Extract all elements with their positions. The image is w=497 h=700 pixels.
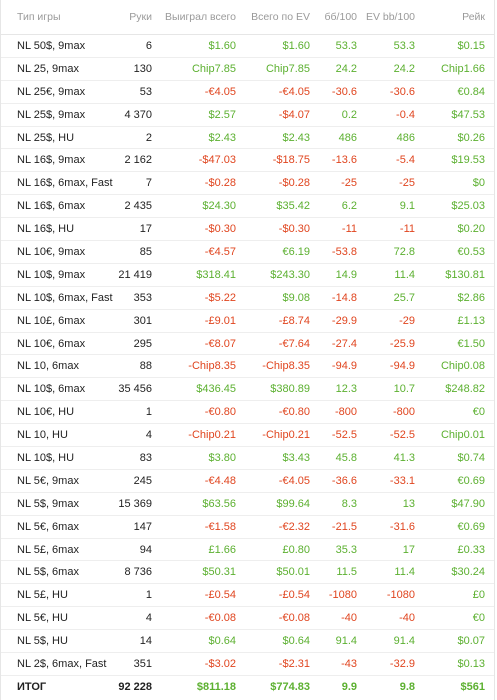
- bb100-cell: -52.5: [331, 429, 357, 442]
- hands-cell: 4: [145, 612, 152, 625]
- bb100-cell: -27.4: [331, 337, 357, 350]
- total-rake-cell: $561: [460, 681, 485, 694]
- ev-bb100-cell: -52.5: [389, 429, 415, 442]
- won-total-cell: -£9.01: [204, 314, 236, 327]
- hands-cell: 2: [145, 131, 152, 144]
- rake-cell: Chip0.01: [440, 429, 485, 442]
- header-hands[interactable]: Руки: [129, 11, 152, 23]
- table-row[interactable]: [1, 561, 494, 584]
- game-type-cell: NL 10$, 6max: [17, 383, 86, 396]
- game-type-cell: NL 5$, 9max: [17, 497, 79, 510]
- ev-bb100-cell: 486: [396, 131, 415, 144]
- ev-bb100-cell: 24.2: [393, 62, 415, 75]
- header-ev-total[interactable]: Всего по EV: [251, 11, 310, 23]
- rake-cell: $0.26: [457, 131, 485, 144]
- table-row[interactable]: [1, 470, 494, 493]
- rake-cell: €0: [472, 406, 485, 419]
- table-row[interactable]: [1, 127, 494, 150]
- won-total-cell: -€0.08: [204, 612, 236, 625]
- won-total-cell: Chip7.85: [191, 62, 236, 75]
- hands-cell: 2 162: [124, 154, 152, 167]
- table-row[interactable]: [1, 584, 494, 607]
- won-total-cell: -€4.05: [204, 85, 236, 98]
- hands-cell: 351: [133, 657, 152, 670]
- ev-total-cell: -$18.75: [272, 154, 310, 167]
- ev-total-cell: -£0.54: [278, 589, 310, 602]
- rake-cell: €1.50: [457, 337, 485, 350]
- game-type-cell: NL 10$, 9max: [17, 268, 86, 281]
- bb100-cell: 6.2: [341, 200, 357, 213]
- bb100-cell: -40: [341, 612, 357, 625]
- bb100-cell: -94.9: [331, 360, 357, 373]
- table-row[interactable]: [1, 58, 494, 81]
- hands-cell: 8 736: [124, 566, 152, 579]
- won-total-cell: -€1.58: [204, 520, 236, 533]
- rake-cell: €0.69: [457, 474, 485, 487]
- ev-bb100-cell: 9.1: [399, 200, 415, 213]
- rake-cell: €0.69: [457, 520, 485, 533]
- ev-bb100-cell: 17: [402, 543, 415, 556]
- won-total-cell: -$47.03: [198, 154, 236, 167]
- won-total-cell: -$3.02: [204, 657, 236, 670]
- ev-bb100-cell: 25.7: [393, 291, 415, 304]
- ev-bb100-cell: 10.7: [393, 383, 415, 396]
- game-type-cell: NL 5€, 6max: [17, 520, 79, 533]
- rake-cell: $248.82: [445, 383, 485, 396]
- ev-total-cell: £0.80: [282, 543, 310, 556]
- ev-total-cell: $9.08: [282, 291, 310, 304]
- ev-total-cell: -$0.30: [278, 223, 310, 236]
- rake-cell: £1.13: [457, 314, 485, 327]
- rake-cell: £0: [472, 589, 485, 602]
- bb100-cell: -11: [341, 223, 357, 236]
- hands-cell: 130: [133, 62, 152, 75]
- game-type-cell: NL 10, 6max: [17, 360, 79, 373]
- hands-cell: 147: [133, 520, 152, 533]
- rake-cell: $0.15: [457, 39, 485, 52]
- rake-cell: $0.13: [457, 657, 485, 670]
- ev-bb100-cell: -40: [399, 612, 415, 625]
- ev-total-cell: -$4.07: [278, 108, 310, 121]
- ev-total-cell: -Chip8.35: [262, 360, 310, 373]
- ev-total-cell: $50.01: [276, 566, 310, 579]
- table-row[interactable]: [1, 287, 494, 310]
- ev-bb100-cell: -11: [399, 223, 415, 236]
- ev-bb100-cell: 72.8: [393, 245, 415, 258]
- won-total-cell: $1.60: [208, 39, 236, 52]
- ev-total-cell: -€2.32: [278, 520, 310, 533]
- rake-cell: €0.53: [457, 245, 485, 258]
- won-total-cell: -$5.22: [204, 291, 236, 304]
- table-header: [1, 0, 494, 35]
- ev-bb100-cell: -800: [392, 406, 415, 419]
- total-won-total-cell: $811.18: [196, 681, 236, 694]
- bb100-cell: 486: [338, 131, 357, 144]
- ev-total-cell: -£8.74: [278, 314, 310, 327]
- ev-bb100-cell: 53.3: [393, 39, 415, 52]
- ev-total-cell: $3.43: [282, 451, 310, 464]
- bb100-cell: 12.3: [335, 383, 357, 396]
- bb100-cell: 24.2: [335, 62, 357, 75]
- rake-cell: $0.74: [457, 451, 485, 464]
- hands-cell: 35 456: [118, 383, 152, 396]
- won-total-cell: $50.31: [202, 566, 236, 579]
- ev-total-cell: $2.43: [282, 131, 310, 144]
- bb100-cell: -30.6: [331, 85, 357, 98]
- won-total-cell: -€4.57: [204, 245, 236, 258]
- ev-total-cell: $35.42: [276, 200, 310, 213]
- won-total-cell: £1.66: [208, 543, 236, 556]
- header-ev-bb100[interactable]: EV bb/100: [365, 11, 415, 23]
- bb100-cell: -36.6: [331, 474, 357, 487]
- ev-total-cell: -Chip0.21: [262, 429, 310, 442]
- bb100-cell: 14.9: [335, 268, 357, 281]
- won-total-cell: -€0.80: [204, 406, 236, 419]
- rake-cell: $47.53: [451, 108, 485, 121]
- won-total-cell: -£0.54: [204, 589, 236, 602]
- game-type-cell: NL 25€, 9max: [17, 85, 86, 98]
- game-type-cell: NL 10$, 6max, Fast: [17, 291, 113, 304]
- hands-cell: 4: [145, 429, 152, 442]
- rake-cell: $0: [472, 177, 485, 190]
- game-type-cell: NL 16$, 6max: [17, 200, 86, 213]
- won-total-cell: -Chip8.35: [188, 360, 236, 373]
- ev-bb100-cell: -31.6: [389, 520, 415, 533]
- won-total-cell: $3.80: [208, 451, 236, 464]
- ev-total-cell: -€4.05: [278, 85, 310, 98]
- bb100-cell: -800: [334, 406, 357, 419]
- ev-bb100-cell: -25.9: [389, 337, 415, 350]
- won-total-cell: -€8.07: [204, 337, 236, 350]
- total-row: [1, 676, 494, 699]
- hands-cell: 7: [145, 177, 152, 190]
- table-row[interactable]: [1, 516, 494, 539]
- table-row[interactable]: [1, 355, 494, 378]
- game-type-cell: NL 25$, 9max: [17, 108, 86, 121]
- table-row[interactable]: [1, 264, 494, 287]
- hands-cell: 245: [133, 474, 152, 487]
- total-hands-cell: 92 228: [118, 681, 152, 694]
- table-row[interactable]: [1, 218, 494, 241]
- ev-bb100-cell: 13: [402, 497, 415, 510]
- hands-cell: 4 370: [124, 108, 152, 121]
- hands-cell: 85: [139, 245, 152, 258]
- hands-cell: 17: [139, 223, 152, 236]
- hands-cell: 53: [139, 85, 152, 98]
- hands-cell: 295: [133, 337, 152, 350]
- won-total-cell: $436.45: [196, 383, 236, 396]
- bb100-cell: -53.8: [331, 245, 357, 258]
- game-type-cell: NL 5£, HU: [17, 589, 68, 602]
- rake-cell: $0.20: [457, 223, 485, 236]
- ev-bb100-cell: -32.9: [389, 657, 415, 670]
- table-row[interactable]: [1, 81, 494, 104]
- table-row[interactable]: [1, 149, 494, 172]
- rake-cell: £0.33: [457, 543, 485, 556]
- total-bb100-cell: 9.9: [341, 681, 357, 694]
- game-type-cell: NL 10€, 6max: [17, 337, 86, 350]
- hands-cell: 15 369: [118, 497, 152, 510]
- won-total-cell: $2.57: [208, 108, 236, 121]
- game-type-cell: NL 5$, 6max: [17, 566, 79, 579]
- table-row[interactable]: [1, 195, 494, 218]
- bb100-cell: -29.9: [331, 314, 357, 327]
- table-row[interactable]: [1, 378, 494, 401]
- ev-bb100-cell: 91.4: [393, 635, 415, 648]
- hands-cell: 6: [145, 39, 152, 52]
- table-row[interactable]: [1, 241, 494, 264]
- hands-cell: 301: [133, 314, 152, 327]
- ev-total-cell: -€0.80: [278, 406, 310, 419]
- game-type-cell: NL 25, 9max: [17, 62, 79, 75]
- bb100-cell: -25: [341, 177, 357, 190]
- rake-cell: Chip1.66: [440, 62, 485, 75]
- ev-bb100-cell: -29: [399, 314, 415, 327]
- ev-bb100-cell: -94.9: [389, 360, 415, 373]
- table-row[interactable]: [1, 630, 494, 653]
- game-type-cell: NL 10€, 9max: [17, 245, 86, 258]
- won-total-cell: $63.56: [202, 497, 236, 510]
- ev-total-cell: $243.30: [270, 268, 310, 281]
- hands-cell: 1: [145, 406, 152, 419]
- game-type-cell: NL 2$, 6max, Fast: [17, 657, 107, 670]
- rake-cell: Chip0.08: [440, 360, 485, 373]
- ev-total-cell: $380.89: [270, 383, 310, 396]
- rake-cell: $0.07: [457, 635, 485, 648]
- won-total-cell: -€4.48: [204, 474, 236, 487]
- won-total-cell: $318.41: [196, 268, 236, 281]
- bb100-cell: 0.2: [341, 108, 357, 121]
- game-type-cell: NL 5$, HU: [17, 635, 68, 648]
- ev-bb100-cell: -33.1: [389, 474, 415, 487]
- table-row[interactable]: [1, 493, 494, 516]
- bb100-cell: 53.3: [335, 39, 357, 52]
- table-row[interactable]: [1, 447, 494, 470]
- bb100-cell: -1080: [328, 589, 357, 602]
- header-won-total[interactable]: Выиграл всего: [165, 11, 236, 23]
- ev-bb100-cell: -30.6: [389, 85, 415, 98]
- ev-bb100-cell: -5.4: [396, 154, 415, 167]
- bb100-cell: 45.8: [335, 451, 357, 464]
- bb100-cell: -14.8: [331, 291, 357, 304]
- bb100-cell: -21.5: [331, 520, 357, 533]
- bb100-cell: 11.5: [336, 566, 357, 579]
- ev-total-cell: $99.64: [276, 497, 310, 510]
- table-row[interactable]: [1, 539, 494, 562]
- header-game-type[interactable]: Тип игры: [17, 11, 61, 23]
- game-type-cell: NL 10£, 6max: [17, 314, 86, 327]
- rake-cell: €0.84: [457, 85, 485, 98]
- ev-bb100-cell: -1080: [386, 589, 415, 602]
- ev-bb100-cell: 41.3: [393, 451, 415, 464]
- ev-total-cell: -€7.64: [278, 337, 310, 350]
- ev-bb100-cell: 11.4: [394, 268, 415, 281]
- hands-cell: 2 435: [124, 200, 152, 213]
- rake-cell: $2.86: [457, 291, 485, 304]
- header-bb100[interactable]: бб/100: [324, 11, 357, 23]
- won-total-cell: $2.43: [208, 131, 236, 144]
- hands-cell: 88: [139, 360, 152, 373]
- game-type-cell: NL 5€, 9max: [17, 474, 79, 487]
- table-row[interactable]: [1, 104, 494, 127]
- ev-total-cell: $0.64: [282, 635, 310, 648]
- game-type-cell: NL 16$, 6max, Fast: [17, 177, 113, 190]
- bb100-cell: -13.6: [331, 154, 357, 167]
- won-total-cell: $24.30: [202, 200, 236, 213]
- game-type-cell: NL 25$, HU: [17, 131, 75, 144]
- won-total-cell: -Chip0.21: [188, 429, 236, 442]
- ev-total-cell: -$0.28: [278, 177, 310, 190]
- ev-total-cell: -€4.05: [278, 474, 310, 487]
- rake-cell: $19.53: [451, 154, 485, 167]
- bb100-cell: 8.3: [341, 497, 357, 510]
- ev-total-cell: Chip7.85: [265, 62, 310, 75]
- game-type-cell: NL 10€, HU: [17, 406, 75, 419]
- hands-cell: 94: [139, 543, 152, 556]
- table-row[interactable]: [1, 401, 494, 424]
- table-row[interactable]: [1, 35, 494, 58]
- table-row[interactable]: [1, 653, 494, 676]
- hands-cell: 1: [145, 589, 152, 602]
- bb100-cell: 91.4: [335, 635, 357, 648]
- won-total-cell: $0.64: [208, 635, 236, 648]
- rake-cell: $130.81: [445, 268, 485, 281]
- game-type-cell: NL 5£, 6max: [17, 543, 79, 556]
- ev-total-cell: -€0.08: [278, 612, 310, 625]
- game-type-cell: NL 50$, 9max: [17, 39, 86, 52]
- total-ev-bb100-cell: 9.8: [399, 681, 415, 694]
- game-type-cell: NL 10$, HU: [17, 451, 75, 464]
- hands-cell: 353: [133, 291, 152, 304]
- ev-bb100-cell: 11.4: [394, 566, 415, 579]
- game-type-cell: NL 10, HU: [17, 429, 68, 442]
- table-row[interactable]: [1, 607, 494, 630]
- hands-cell: 83: [139, 451, 152, 464]
- rake-cell: €0: [472, 612, 485, 625]
- won-total-cell: -$0.30: [204, 223, 236, 236]
- ev-total-cell: €6.19: [282, 245, 310, 258]
- rake-cell: $25.03: [451, 200, 485, 213]
- game-type-cell: NL 16$, HU: [17, 223, 75, 236]
- table-row[interactable]: [1, 333, 494, 356]
- ev-total-cell: $1.60: [282, 39, 310, 52]
- total-game-type-cell: ИТОГ: [17, 681, 47, 694]
- total-ev-total-cell: $774.83: [270, 681, 310, 694]
- header-rake[interactable]: Рейк: [462, 11, 485, 23]
- hands-cell: 14: [139, 635, 152, 648]
- rake-cell: $47.90: [451, 497, 485, 510]
- bb100-cell: -43: [341, 657, 357, 670]
- game-type-cell: NL 16$, 9max: [17, 154, 86, 167]
- bb100-cell: 35.3: [335, 543, 357, 556]
- hands-cell: 21 419: [118, 268, 152, 281]
- table-row[interactable]: [1, 310, 494, 333]
- table-row[interactable]: [1, 424, 494, 447]
- ev-bb100-cell: -0.4: [396, 108, 415, 121]
- won-total-cell: -$0.28: [204, 177, 236, 190]
- ev-bb100-cell: -25: [399, 177, 415, 190]
- table-body: [1, 35, 494, 699]
- ev-total-cell: -$2.31: [278, 657, 310, 670]
- table-row[interactable]: [1, 172, 494, 195]
- rake-cell: $30.24: [451, 566, 485, 579]
- game-type-cell: NL 5€, HU: [17, 612, 68, 625]
